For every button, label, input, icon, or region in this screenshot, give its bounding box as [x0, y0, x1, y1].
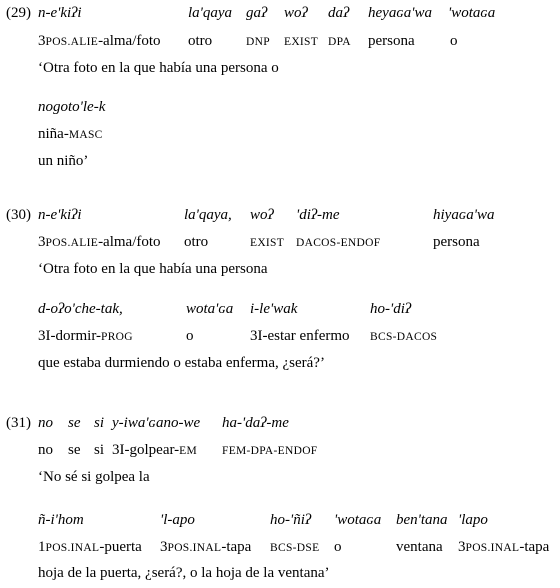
example-number: (29) [6, 5, 31, 21]
gloss-word: EXIST [284, 36, 319, 48]
free-translation: ‘Otra foto en la que había una persona [38, 261, 268, 277]
morpheme-word: woʔ [250, 207, 274, 223]
free-translation: que estaba durmiendo o estaba enferma, ¿será?’ [38, 355, 325, 371]
morpheme-word: ha-'daʔ-me [222, 415, 289, 431]
morpheme-word: wota'ɢa [186, 301, 234, 317]
example-number: (30) [6, 207, 31, 223]
morpheme-word: no [38, 415, 53, 431]
morpheme-word: woʔ [284, 5, 308, 21]
gloss-word: BCS-DACOS [370, 331, 438, 343]
gloss-word: niña-MASC [38, 126, 103, 142]
morpheme-word: gaʔ [246, 5, 268, 21]
gloss-word: DACOS-ENDOF [296, 237, 381, 249]
gloss-word: no [38, 442, 53, 458]
gloss-word: o [334, 539, 342, 555]
free-translation: un niño’ [38, 153, 89, 169]
example-number: (31) [6, 415, 31, 431]
morpheme-word: nogoto'le-k [38, 99, 106, 115]
gloss-word: o [186, 328, 194, 344]
gloss-word: 3POS.INAL-tapa [458, 539, 550, 555]
morpheme-word: ho-'ñiʔ [270, 512, 312, 528]
morpheme-word: ben'tana [396, 512, 448, 528]
morpheme-word: y-iwa'ɢano-we [112, 415, 201, 431]
morpheme-word: si [94, 415, 105, 431]
gloss-word: otro [188, 33, 213, 49]
morpheme-word: i-le'wak [250, 301, 298, 317]
gloss-word: EXIST [250, 237, 285, 249]
morpheme-word: 'wotaɢa [448, 5, 496, 21]
morpheme-word: ñ-i'hom [38, 512, 84, 528]
gloss-word: si [94, 442, 105, 458]
morpheme-word: hiyaɢa'wa [433, 207, 495, 223]
gloss-word: 3I-dormir-PROG [38, 328, 133, 344]
morpheme-word: la'qaya [188, 5, 233, 21]
morpheme-word: n-e'kiʔi [38, 5, 82, 21]
gloss-word: ventana [396, 539, 443, 555]
morpheme-word: 'lapo [458, 512, 488, 528]
gloss-word: 3POS.INAL-tapa [160, 539, 252, 555]
morpheme-word: 'l-apo [160, 512, 195, 528]
gloss-word: persona [433, 234, 480, 250]
gloss-word: otro [184, 234, 209, 250]
gloss-word: DPA [328, 36, 351, 48]
morpheme-word: ho-'diʔ [370, 301, 412, 317]
morpheme-word: 'diʔ-me [296, 207, 340, 223]
gloss-word: BCS-DSE [270, 542, 320, 554]
gloss-word: 3I-golpear-EM [112, 442, 198, 458]
morpheme-word: n-e'kiʔi [38, 207, 82, 223]
gloss-word: 1POS.INAL-puerta [38, 539, 142, 555]
morpheme-word: 'wotaɢa [334, 512, 382, 528]
gloss-word: DNP [246, 36, 270, 48]
morpheme-word: daʔ [328, 5, 350, 21]
free-translation: ‘No sé si golpea la [38, 469, 150, 485]
free-translation: hoja de la puerta, ¿será?, o la hoja de la ventana’ [38, 565, 330, 581]
gloss-word: persona [368, 33, 415, 49]
morpheme-word: la'qaya, [184, 207, 232, 223]
morpheme-word: heyaɢa'wa [368, 5, 432, 21]
free-translation: ‘Otra foto en la que había una persona o [38, 60, 279, 76]
gloss-word: 3POS.ALIE-alma/foto [38, 234, 161, 250]
morpheme-word: d-oʔo'che-tak, [38, 301, 123, 317]
gloss-word: 3POS.ALIE-alma/foto [38, 33, 161, 49]
gloss-word: o [450, 33, 458, 49]
gloss-word: FEM-DPA-ENDOF [222, 445, 318, 457]
gloss-word: 3I-estar enfermo [250, 328, 350, 344]
morpheme-word: se [68, 415, 81, 431]
gloss-word: se [68, 442, 81, 458]
